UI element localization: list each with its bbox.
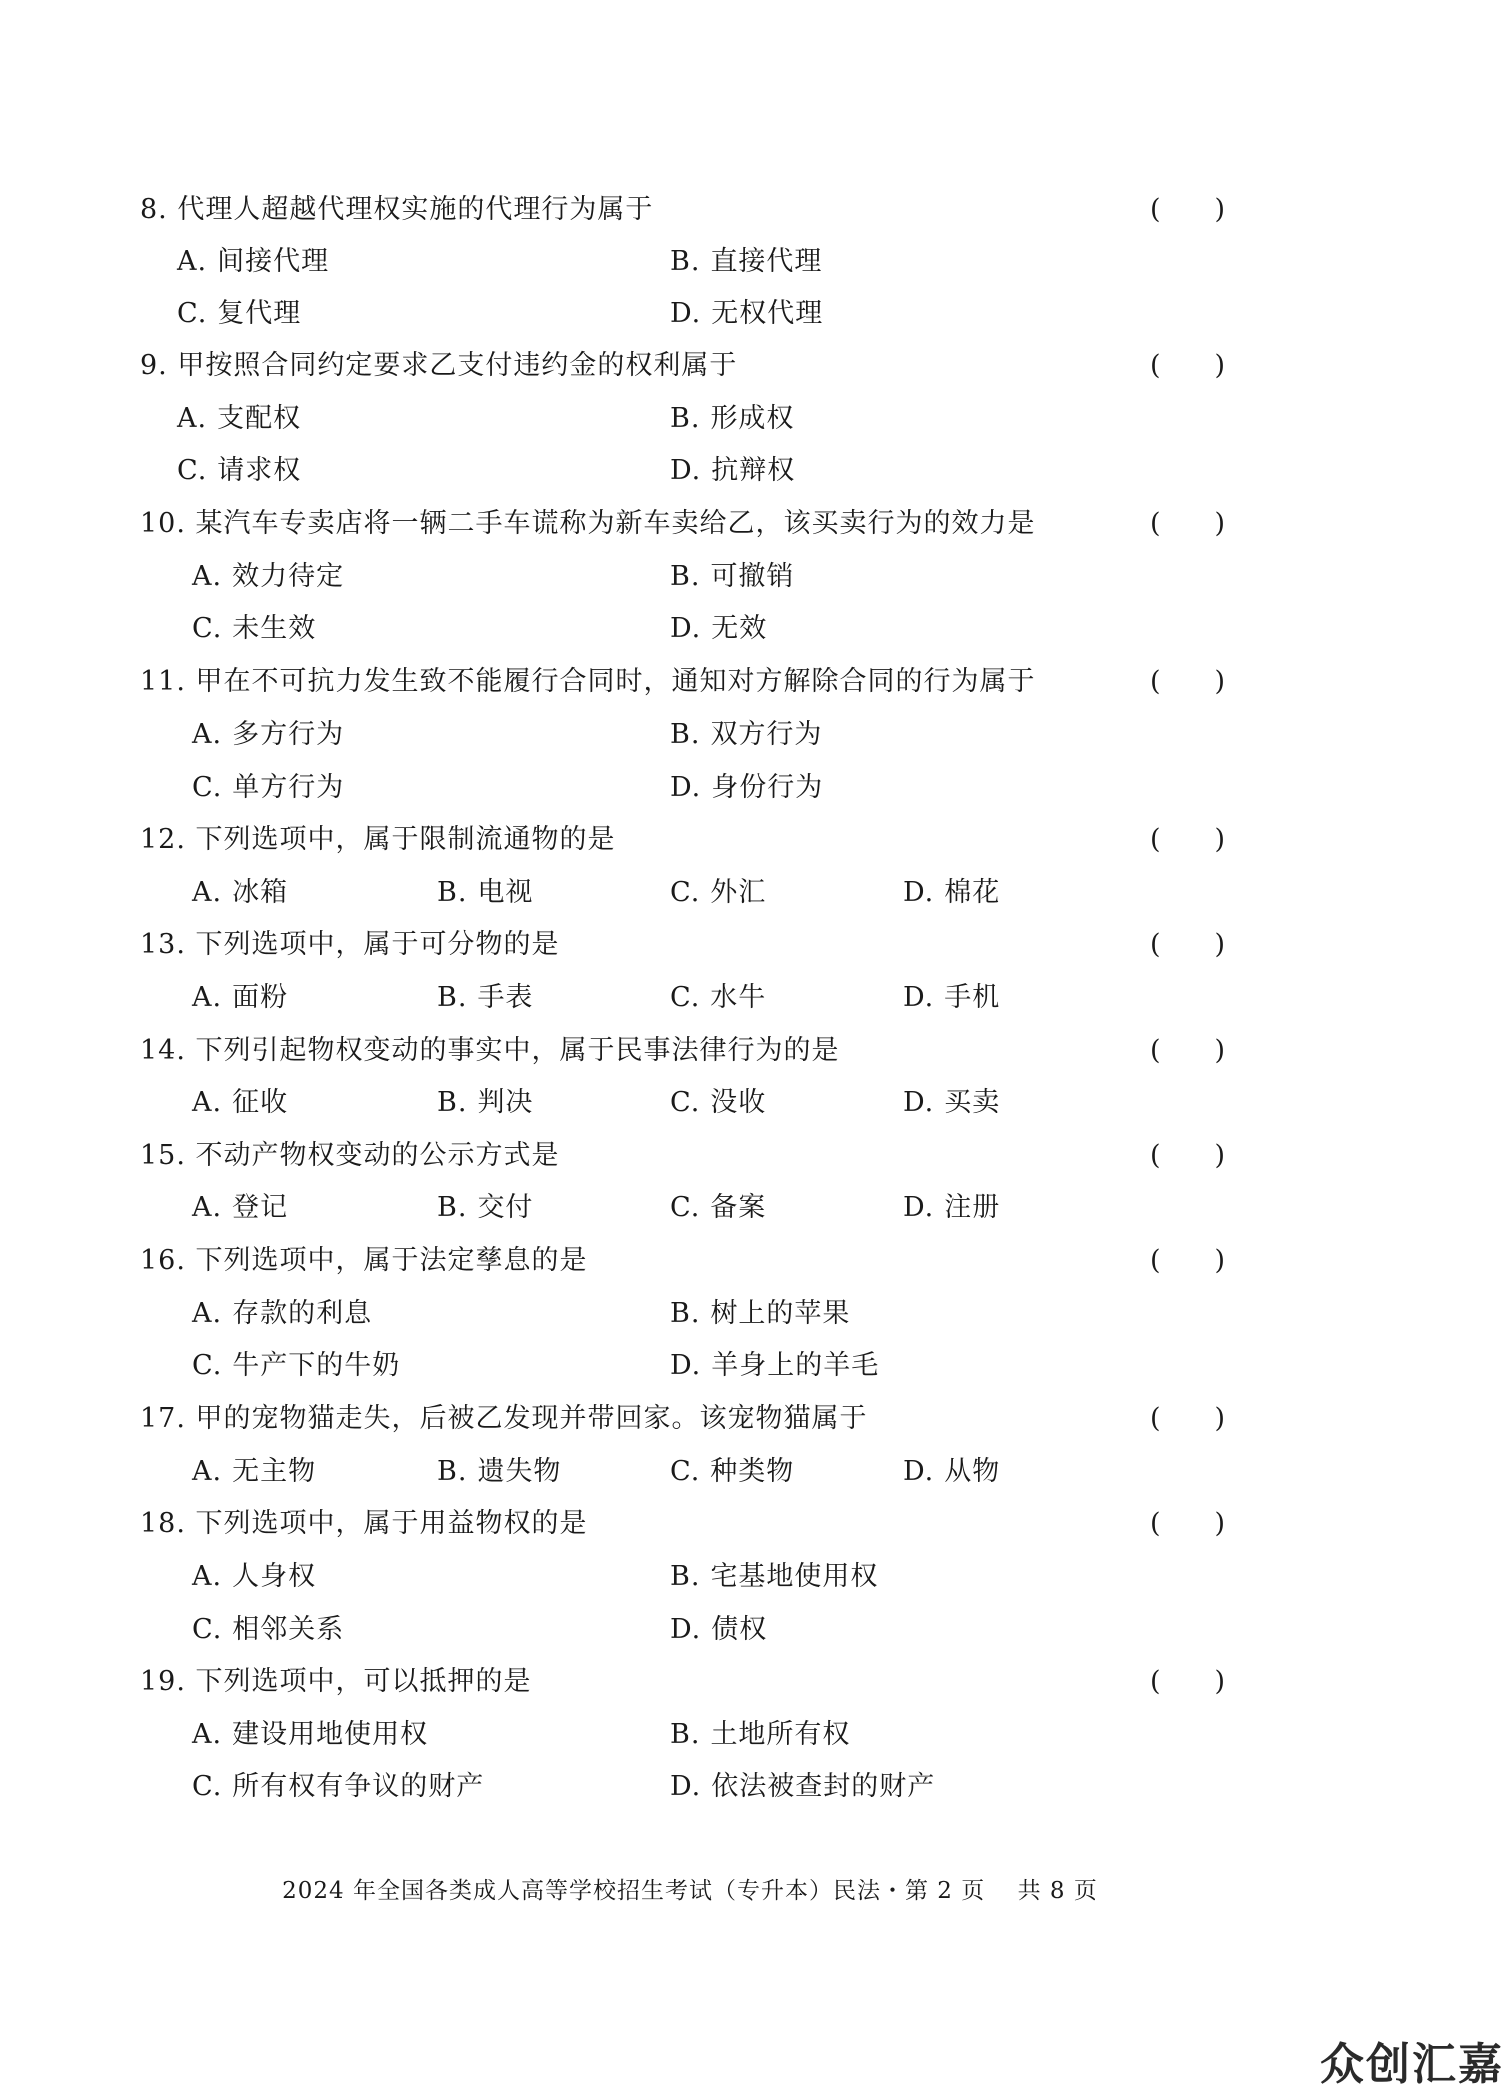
- question-17-stem: 17. 甲的宠物猫走失，后被乙发现并带回家。该宠物猫属于: [140, 1403, 868, 1434]
- question-9-stem: 9. 甲按照合同约定要求乙支付违约金的权利属于: [140, 350, 738, 381]
- option-b: B. 双方行为: [670, 719, 823, 750]
- option-d: D. 注册: [903, 1192, 1001, 1223]
- option-d: D. 从物: [903, 1456, 1001, 1487]
- option-b: B. 手表: [437, 982, 534, 1013]
- question-8-stem: 8. 代理人超越代理权实施的代理行为属于: [140, 194, 654, 225]
- option-a: A. 建设用地使用权: [192, 1719, 429, 1750]
- option-d: D. 无效: [670, 613, 768, 644]
- answer-bracket: ( ): [1150, 1035, 1226, 1066]
- option-c: C. 未生效: [192, 613, 317, 644]
- option-a: A. 无主物: [192, 1456, 317, 1487]
- answer-bracket: ( ): [1150, 194, 1226, 225]
- question-18-stem: 18. 下列选项中，属于用益物权的是: [140, 1508, 588, 1539]
- option-a: A. 支配权: [177, 403, 302, 434]
- option-d: D. 羊身上的羊毛: [670, 1350, 880, 1381]
- option-c: C. 所有权有争议的财产: [192, 1771, 485, 1802]
- option-a: A. 面粉: [192, 982, 289, 1013]
- answer-bracket: ( ): [1150, 1508, 1226, 1539]
- option-d: D. 手机: [903, 982, 1001, 1013]
- page-footer: 2024 年全国各类成人高等学校招生考试（专升本）民法・第 2 页 共 8 页: [282, 1878, 1098, 1904]
- answer-bracket: ( ): [1150, 1140, 1226, 1171]
- question-15-stem: 15. 不动产物权变动的公示方式是: [140, 1140, 560, 1171]
- option-b: B. 遗失物: [437, 1456, 562, 1487]
- option-c: C. 复代理: [177, 298, 302, 329]
- option-b: B. 交付: [437, 1192, 534, 1223]
- option-b: B. 判决: [437, 1087, 534, 1118]
- option-c: C. 牛产下的牛奶: [192, 1350, 401, 1381]
- question-16-stem: 16. 下列选项中，属于法定孳息的是: [140, 1245, 588, 1276]
- option-d: D. 买卖: [903, 1087, 1001, 1118]
- question-19-stem: 19. 下列选项中，可以抵押的是: [140, 1666, 532, 1697]
- option-a: A. 冰箱: [192, 877, 289, 908]
- answer-bracket: ( ): [1150, 350, 1226, 381]
- option-b: B. 电视: [437, 877, 534, 908]
- option-d: D. 债权: [670, 1614, 768, 1645]
- question-10-stem: 10. 某汽车专卖店将一辆二手车谎称为新车卖给乙，该买卖行为的效力是: [140, 508, 1036, 539]
- option-c: C. 水牛: [670, 982, 767, 1013]
- option-d: D. 抗辩权: [670, 455, 796, 486]
- option-c: C. 备案: [670, 1192, 767, 1223]
- option-c: C. 没收: [670, 1087, 767, 1118]
- option-c: C. 外汇: [670, 877, 767, 908]
- option-d: D. 棉花: [903, 877, 1001, 908]
- answer-bracket: ( ): [1150, 929, 1226, 960]
- option-b: B. 可撤销: [670, 561, 795, 592]
- option-c: C. 请求权: [177, 455, 302, 486]
- option-a: A. 效力待定: [192, 561, 345, 592]
- option-d: D. 无权代理: [670, 298, 824, 329]
- option-a: A. 人身权: [192, 1561, 317, 1592]
- option-c: C. 种类物: [670, 1456, 795, 1487]
- watermark: 众创汇嘉: [1320, 2039, 1504, 2090]
- option-b: B. 树上的苹果: [670, 1298, 851, 1329]
- answer-bracket: ( ): [1150, 1666, 1226, 1697]
- option-b: B. 宅基地使用权: [670, 1561, 879, 1592]
- option-d: D. 依法被查封的财产: [670, 1771, 936, 1802]
- option-a: A. 间接代理: [177, 246, 330, 277]
- answer-bracket: ( ): [1150, 1245, 1226, 1276]
- answer-bracket: ( ): [1150, 508, 1226, 539]
- question-12-stem: 12. 下列选项中，属于限制流通物的是: [140, 824, 616, 855]
- option-b: B. 土地所有权: [670, 1719, 851, 1750]
- option-a: A. 登记: [192, 1192, 289, 1223]
- option-b: B. 直接代理: [670, 246, 823, 277]
- option-d: D. 身份行为: [670, 772, 824, 803]
- option-c: C. 单方行为: [192, 772, 345, 803]
- answer-bracket: ( ): [1150, 1403, 1226, 1434]
- question-14-stem: 14. 下列引起物权变动的事实中，属于民事法律行为的是: [140, 1035, 840, 1066]
- option-a: A. 多方行为: [192, 719, 345, 750]
- option-c: C. 相邻关系: [192, 1614, 345, 1645]
- question-11-stem: 11. 甲在不可抗力发生致不能履行合同时，通知对方解除合同的行为属于: [140, 666, 1036, 697]
- option-b: B. 形成权: [670, 403, 795, 434]
- answer-bracket: ( ): [1150, 824, 1226, 855]
- answer-bracket: ( ): [1150, 666, 1226, 697]
- option-a: A. 存款的利息: [192, 1298, 373, 1329]
- option-a: A. 征收: [192, 1087, 289, 1118]
- question-13-stem: 13. 下列选项中，属于可分物的是: [140, 929, 560, 960]
